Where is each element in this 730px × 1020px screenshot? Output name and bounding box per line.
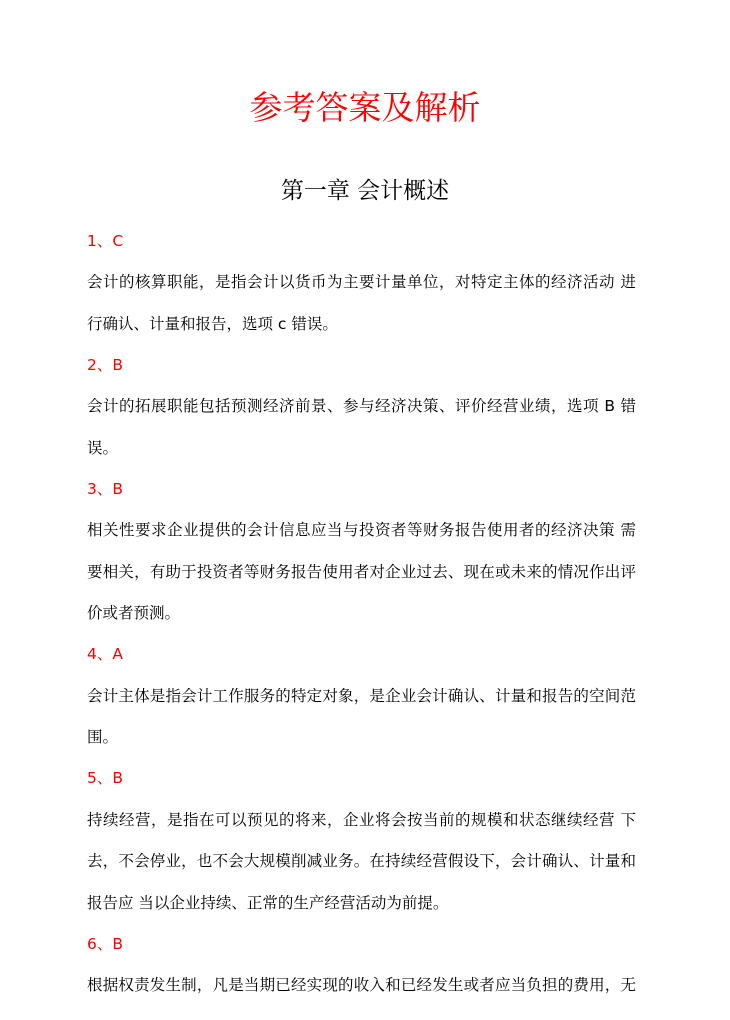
explanation-line: 相关性要求企业提供的会计信息应当与投资者等财务报告使用者的经济决策 需 — [87, 521, 636, 540]
explanation-line: 围。 — [87, 728, 119, 747]
explanation-line: 会计的核算职能，是指会计以货币为主要计量单位，对特定主体的经济活动 进 — [87, 273, 636, 292]
answer-label: 1、C — [87, 232, 124, 250]
answer-label: 3、B — [87, 480, 123, 499]
explanation-line: 行确认、计量和报告，选项 c 错误。 — [87, 314, 338, 333]
explanation-line: 要相关，有助于投资者等财务报告使用者对企业过去、现在或未来的情况作出评 — [87, 562, 636, 581]
answer-label: 2、B — [87, 356, 123, 375]
explanation-line: 报告应 当以企业持续、正常的生产经营活动为前提。 — [87, 893, 449, 912]
explanation-line: 会计主体是指会计工作服务的特定对象，是企业会计确认、计量和报告的空间范 — [87, 686, 636, 705]
answer-list — [87, 229, 636, 1015]
explanation-line: 持续经营，是指在可以预见的将来，企业将会按当前的规模和状态继续经营 下 — [87, 810, 636, 829]
explanation-line: 会计的拓展职能包括预测经济前景、参与经济决策、评价经营业绩，选项 B 错 — [87, 397, 636, 416]
answer-label: 6、B — [87, 934, 123, 953]
document-title: 参考答案及解析 — [249, 88, 481, 127]
explanation-line: 误。 — [87, 438, 119, 457]
answer-label: 5、B — [87, 769, 123, 788]
explanation-line: 价或者预测。 — [87, 604, 181, 623]
explanation-line: 去，不会停业，也不会大规模削减业务。在持续经营假设下，会计确认、计量和 — [87, 852, 636, 871]
chapter-heading: 第一章 会计概述 — [280, 178, 450, 204]
answer-label: 4、A — [87, 645, 123, 664]
explanation-line: 根据权责发生制，凡是当期已经实现的收入和已经发生或者应当负担的费用，无 — [87, 976, 636, 995]
